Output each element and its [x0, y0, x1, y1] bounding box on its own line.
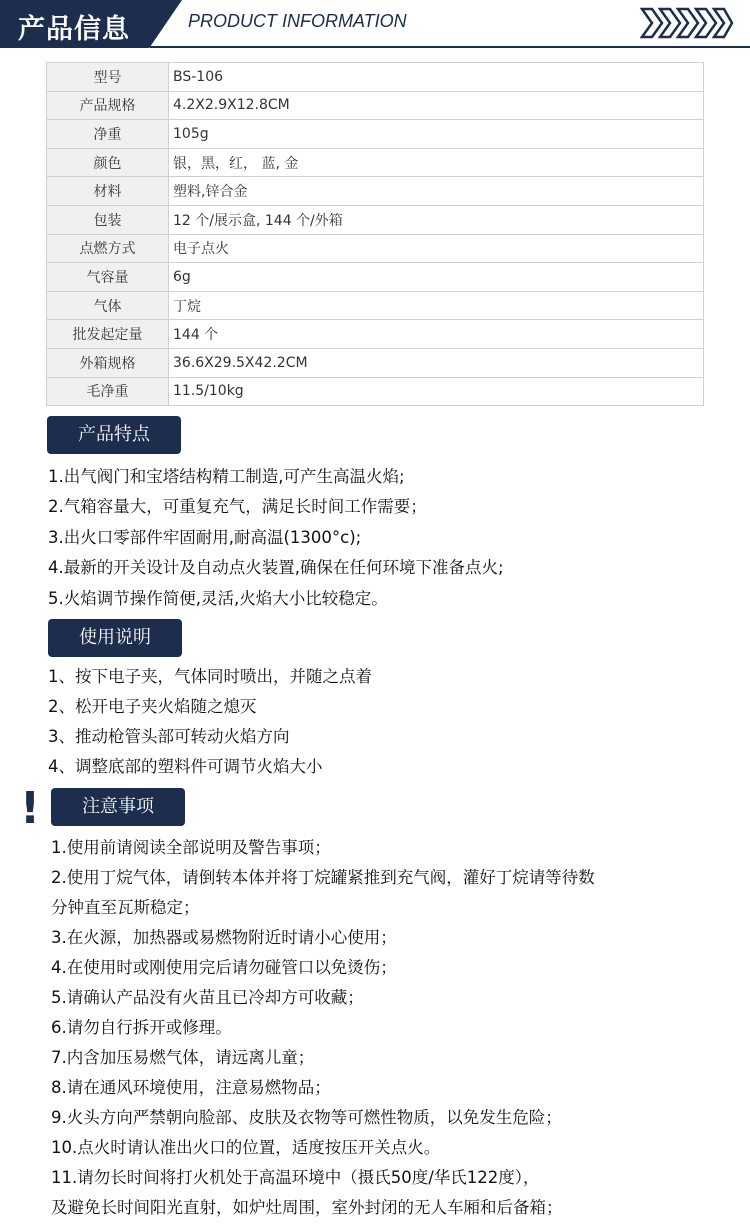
features-heading: 产品特点 — [47, 416, 181, 454]
spec-key: 毛净重 — [47, 377, 169, 406]
spec-value: 105g — [169, 120, 704, 149]
list-item: 5.请确认产品没有火苗且已冷却方可收藏； — [51, 988, 364, 1007]
list-item: 1.出气阀门和宝塔结构精工制造,可产生高温火焰; — [48, 467, 405, 486]
list-item: 3.在火源，加热器或易燃物附近时请小心使用； — [51, 928, 397, 947]
page-subtitle: PRODUCT INFORMATION — [188, 11, 407, 31]
table-row — [47, 320, 704, 349]
list-item: 7.内含加压易燃气体，请远离儿童； — [51, 1048, 315, 1067]
table-row — [47, 348, 704, 377]
chevron-right-icon — [640, 6, 734, 40]
spec-key: 批发起定量 — [47, 320, 169, 349]
spec-key: 型号 — [47, 63, 169, 92]
list-item: 4.在使用时或刚使用完后请勿碰管口以免烫伤； — [51, 958, 397, 977]
spec-key: 包装 — [47, 205, 169, 234]
list-item: 6.请勿自行拆开或修理。 — [51, 1018, 232, 1037]
spec-key: 气体 — [47, 291, 169, 320]
features-list — [48, 462, 728, 614]
table-row — [47, 177, 704, 206]
list-item: 8.请在通风环境使用，注意易燃物品； — [51, 1078, 331, 1097]
spec-value: 36.6X29.5X42.2CM — [169, 348, 704, 377]
spec-key: 净重 — [47, 120, 169, 149]
list-item: 1、按下电子夹，气体同时喷出，并随之点着 — [48, 667, 372, 686]
table-row — [47, 91, 704, 120]
notes-heading: 注意事项 — [51, 788, 185, 826]
spec-value: 12 个/展示盒, 144 个/外箱 — [169, 205, 704, 234]
spec-value: 11.5/10kg — [169, 377, 704, 406]
spec-key: 点燃方式 — [47, 234, 169, 263]
spec-key: 外箱规格 — [47, 348, 169, 377]
spec-value: 丁烷 — [169, 291, 704, 320]
spec-key: 产品规格 — [47, 91, 169, 120]
list-item: 4.最新的开关设计及自动点火装置,确保在任何环境下准备点火; — [48, 558, 504, 578]
list-item: 10.点火时请认准出火口的位置，适度按压开关点火。 — [51, 1138, 441, 1157]
table-row — [47, 148, 704, 177]
list-item: 2、松开电子夹火焰随之熄灭 — [48, 697, 257, 716]
table-row — [47, 120, 704, 149]
header-underline — [150, 46, 750, 48]
table-row — [47, 377, 704, 406]
list-item: 5.火焰调节操作简便,灵活,火焰大小比较稳定。 — [48, 588, 388, 608]
header-banner — [0, 0, 750, 48]
spec-key: 颜色 — [47, 148, 169, 177]
list-item: 3、推动枪管头部可转动火焰方向 — [48, 727, 290, 746]
table-row — [47, 263, 704, 292]
table-row — [47, 205, 704, 234]
spec-table — [46, 62, 704, 406]
usage-list — [48, 662, 728, 782]
spec-value: 电子点火 — [169, 234, 704, 263]
spec-value: 银，黑，红， 蓝, 金 — [169, 148, 704, 177]
list-item: 4、调整底部的塑料件可调节火焰大小 — [48, 757, 323, 776]
list-item: 2.气箱容量大，可重复充气，满足长时间工作需要； — [48, 497, 427, 517]
spec-key: 气容量 — [47, 263, 169, 292]
spec-value: 6g — [169, 263, 704, 292]
table-row — [47, 234, 704, 263]
warning-mark: ! — [20, 783, 41, 834]
list-item: 11.请勿长时间将打火机处于高温环境中（摄氏50度/华氏122度）， — [51, 1168, 540, 1187]
list-item: 分钟直至瓦斯稳定； — [51, 898, 200, 917]
spec-value: 4.2X2.9X12.8CM — [169, 91, 704, 120]
spec-key: 材料 — [47, 177, 169, 206]
spec-value: BS-106 — [169, 63, 704, 92]
spec-value: 塑料,锌合金 — [169, 177, 704, 206]
page-title: 产品信息 — [18, 14, 130, 45]
notes-list — [51, 833, 731, 1223]
list-item: 3.出火口零部件牢固耐用,耐高温(1300°c); — [48, 527, 362, 547]
list-item: 1.使用前请阅读全部说明及警告事项； — [51, 838, 331, 857]
table-row — [47, 291, 704, 320]
list-item: 9.火头方向严禁朝向脸部、皮肤及衣物等可燃性物质，以免发生危险； — [51, 1108, 562, 1127]
spec-value: 144 个 — [169, 320, 704, 349]
list-item: 及避免长时间阳光直射，如炉灶周围，室外封闭的无人车厢和后备箱； — [51, 1198, 563, 1217]
usage-heading: 使用说明 — [48, 619, 182, 657]
table-row — [47, 63, 704, 92]
list-item: 2.使用丁烷气体，请倒转本体并将丁烷罐紧推到充气阀，灌好丁烷请等待数 — [51, 868, 595, 887]
